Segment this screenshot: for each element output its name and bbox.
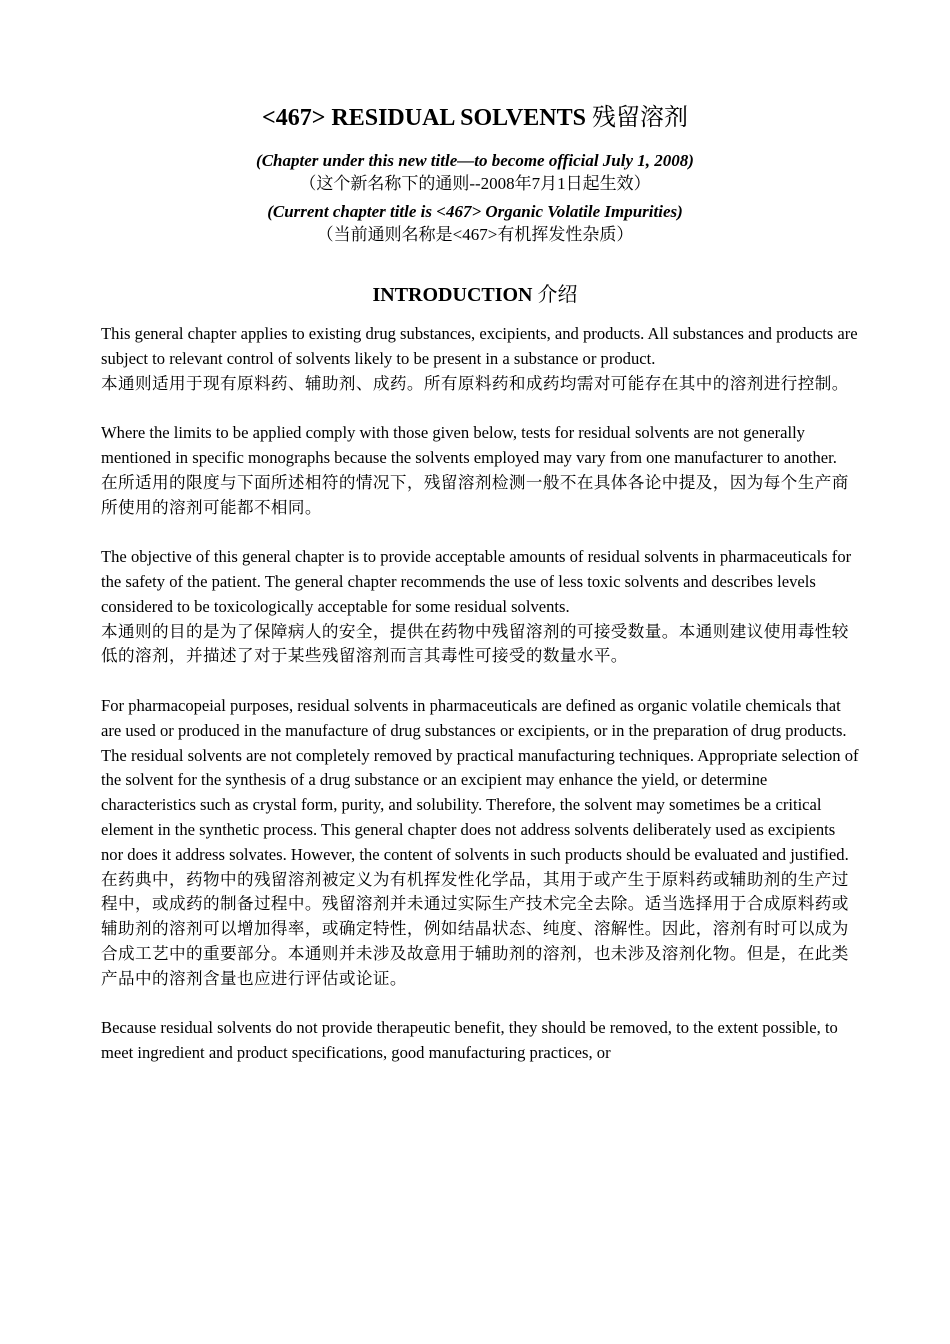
paragraph [101, 322, 861, 396]
paragraph-en: Where the limits to be applied comply with those given below, tests for residual solvents are not generally mentioned in specific monographs because the solvents employed may vary from one manufacturer to another. [101, 423, 837, 467]
section-heading-introduction [0, 281, 950, 309]
paragraph-cn: 本通则适用于现有原料药、辅助剂、成药。所有原料药和成药均需对可能存在其中的溶剂进行控制。 [101, 373, 849, 393]
page-title [0, 102, 950, 134]
section-heading-cn: 介绍 [537, 284, 578, 306]
subhead-official-date-cn: （这个新名称下的通则--2008年7月1日起生效） [299, 174, 651, 193]
section-heading-en: INTRODUCTION [372, 284, 533, 306]
paragraph-en: Because residual solvents do not provide therapeutic benefit, they should be removed, to the extent possible, to meet ingredient and product specifications, good manufacturing practices, or [101, 1018, 838, 1063]
subhead-current-title-cn: （当前通则名称是<467>有机挥发性杂质） [316, 225, 634, 244]
paragraph-cn: 在药典中，药物中的残留溶剂被定义为有机挥发性化学品，其用于或产生于原料药或辅助剂的生产过程中，或成药的制备过程中。残留溶剂并未通过实际生产技术完全去除。适当选择用于合成原料药或辅助剂的溶剂可以增加得率，或确定特性，例如结晶状态、纯度、溶解性。因此，溶剂有时可以成为合成工艺中的重要部分。本通则并未涉及故意用于辅助剂的溶剂，也未涉及溶剂化物。但是，在此类产品中的溶剂含量也应进行评估或论证。 [101, 869, 849, 988]
paragraph [101, 1016, 861, 1066]
paragraph-en: The objective of this general chapter is to provide acceptable amounts of residual solvents in pharmaceuticals for the safety of the patient. The general chapter recommends the use of less toxic solvents and describes levels considered to be toxicologically acceptable for some residual solvents. [101, 547, 852, 616]
paragraph-cn: 本通则的目的是为了保障病人的安全，提供在药物中残留溶剂的可接受数量。本通则建议使用毒性较低的溶剂，并描述了对于某些残留溶剂而言其毒性可接受的数量水平。 [101, 621, 849, 666]
body-text [101, 322, 861, 1091]
paragraph [101, 421, 861, 520]
subhead-current-title: (Current chapter title is <467> Organic Volatile Impurities) [267, 202, 683, 221]
paragraph [101, 694, 861, 992]
paragraph-en: For pharmacopeial purposes, residual solvents in pharmaceuticals are defined as organic volatile chemicals that are used or produced in the manufacture of drug substances or excipients, or in the preparation of drug products. The residual solvents are not completely removed by practical manufacturing techniques. Appropriate selection of the solvent for the synthesis of a drug substance or an excipient may enhance the yield, or determine characteristics such as crystal form, purity, and solubility. Therefore, the solvent may sometimes be a critical element in the synthetic process. This general chapter does not address solvents deliberately used as excipients nor does it address solvates. However, the content of solvents in such products should be evaluated and justified. [101, 695, 859, 864]
title-cn: 残留溶剂 [591, 105, 688, 131]
paragraph-cn: 在所适用的限度与下面所述相符的情况下，残留溶剂检测一般不在具体各论中提及，因为每个生产商所使用的溶剂可能都不相同。 [101, 472, 849, 517]
title-en: <467> RESIDUAL SOLVENTS [262, 105, 586, 131]
paragraph [101, 545, 861, 669]
paragraph-en: This general chapter applies to existing drug substances, excipients, and products. All substances and products are subject to relevant control of solvents likely to be present in a substance or product. [101, 324, 858, 368]
subhead-official-date: (Chapter under this new title—to become official July 1, 2008) [256, 151, 694, 170]
